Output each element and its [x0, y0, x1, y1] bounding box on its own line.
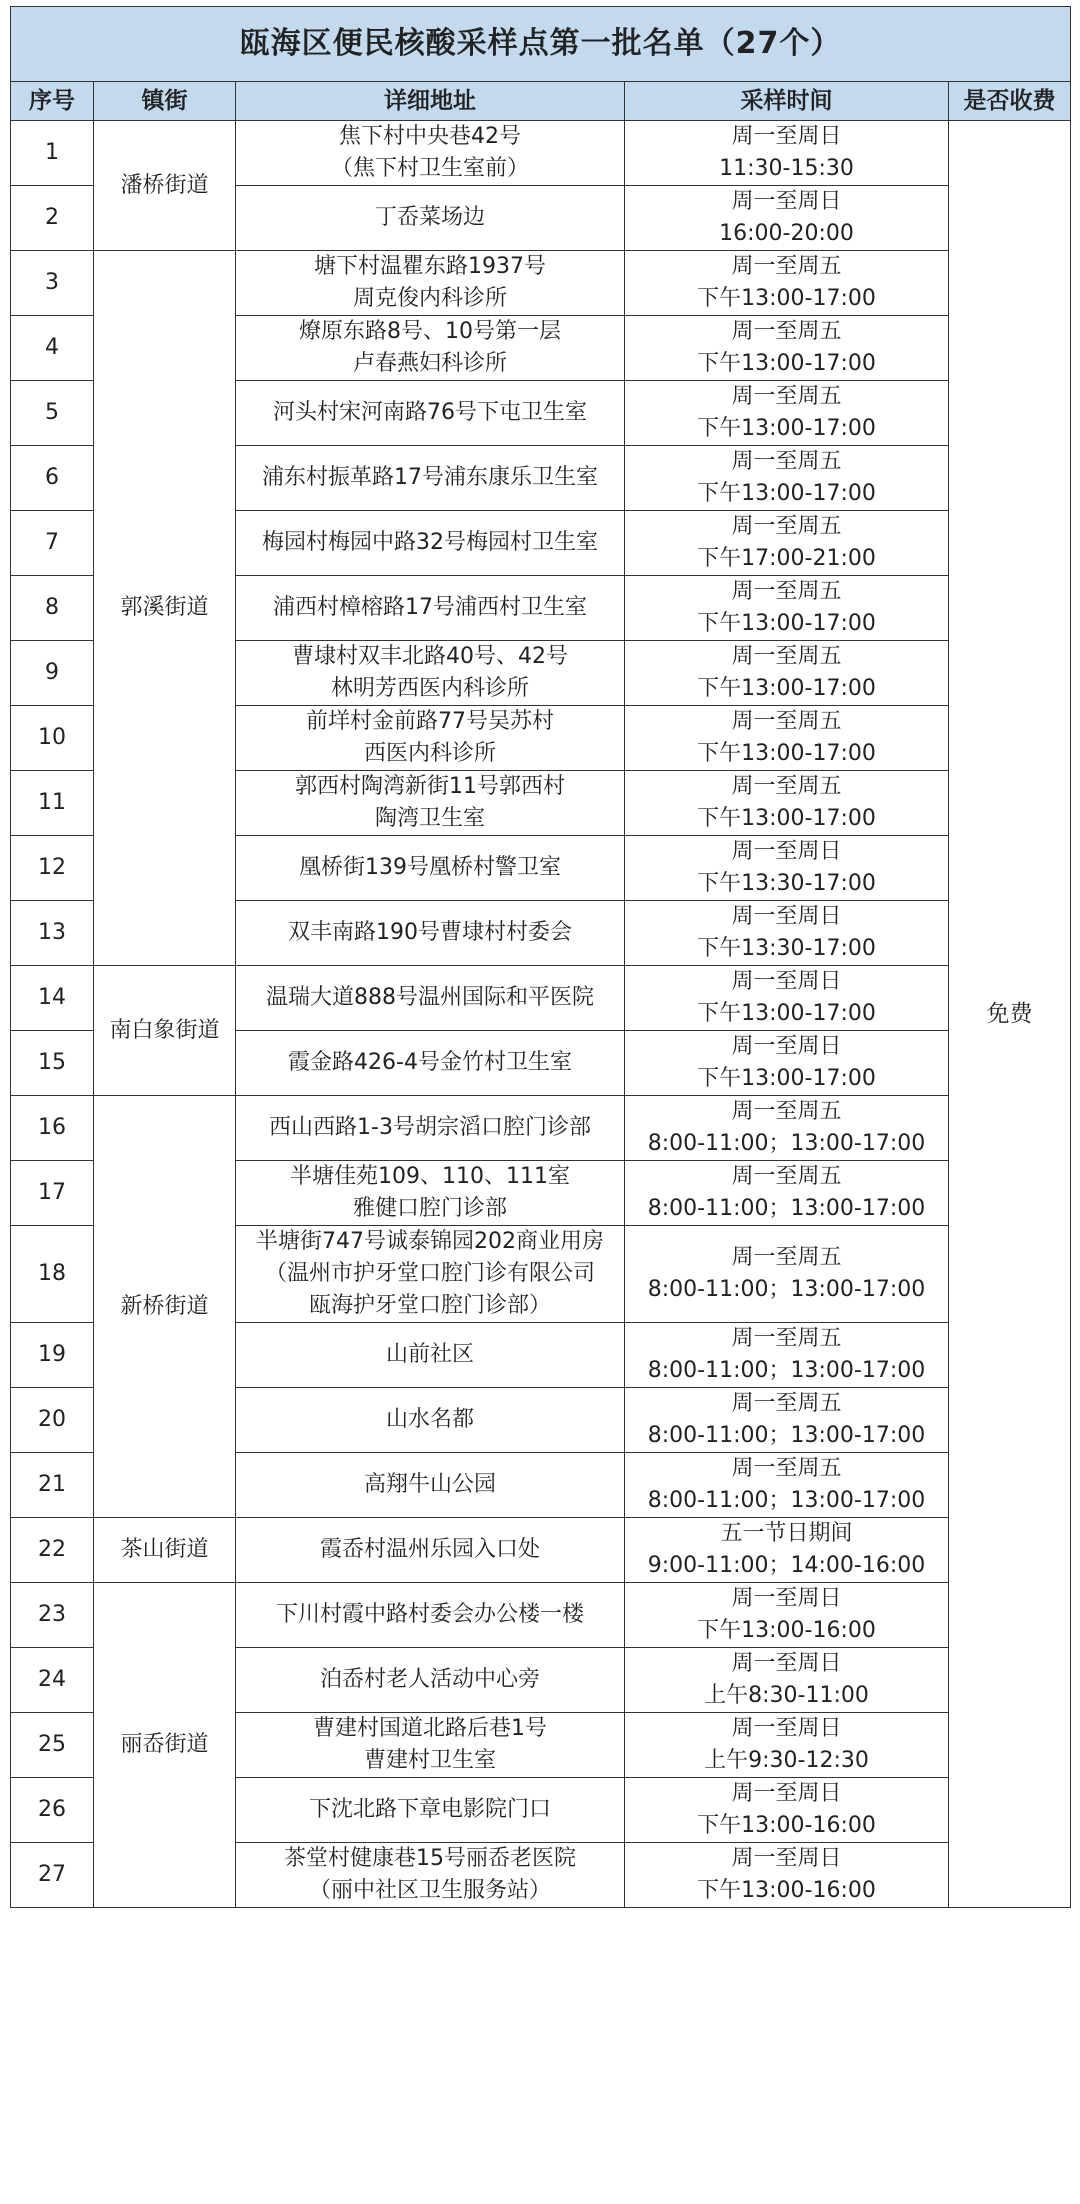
row-number: 15 [11, 1031, 94, 1096]
row-number: 24 [11, 1648, 94, 1713]
row-number: 2 [11, 186, 94, 251]
address-cell [236, 1096, 625, 1161]
address-text: 浦东村振革路17号浦东康乐卫生室 [262, 465, 598, 490]
address-cell [236, 381, 625, 446]
address-text: 燎原东路8号、10号第一层 卢春燕妇科诊所 [299, 319, 561, 376]
time-text: 周一至周日 下午13:30-17:00 [697, 839, 876, 896]
address-text: 高翔牛山公园 [363, 1472, 496, 1497]
time-text: 周一至周日 11:30-15:30 [719, 124, 854, 181]
street-name: 潘桥街道 [94, 121, 236, 251]
time-cell [625, 1226, 949, 1323]
table-row [11, 1096, 1071, 1161]
address-text: 郭西村陶湾新街11号郭西村 陶湾卫生室 [295, 774, 565, 831]
time-cell [625, 1648, 949, 1713]
address-text: 半塘街747号诚泰锦园202商业用房 （温州市护牙堂口腔门诊有限公司 瓯海护牙堂口腔门诊部） [256, 1229, 604, 1318]
time-text: 周一至周五 下午13:00-17:00 [697, 254, 876, 311]
row-number: 22 [11, 1518, 94, 1583]
fee-cell: 免费 [949, 121, 1071, 1908]
row-number: 5 [11, 381, 94, 446]
sampling-site-table [10, 6, 1071, 1908]
time-cell [625, 1713, 949, 1778]
table-row [11, 1583, 1071, 1648]
address-cell [236, 1453, 625, 1518]
row-number: 1 [11, 121, 94, 186]
address-cell [236, 1161, 625, 1226]
row-number: 21 [11, 1453, 94, 1518]
row-number: 10 [11, 706, 94, 771]
header-fee: 是否收费 [949, 82, 1071, 121]
time-text: 周一至周五 下午13:00-17:00 [697, 579, 876, 636]
time-cell [625, 641, 949, 706]
time-cell [625, 1778, 949, 1843]
time-text: 周一至周五 8:00-11:00；13:00-17:00 [647, 1245, 926, 1302]
address-cell [236, 1031, 625, 1096]
time-text: 周一至周五 下午13:00-17:00 [697, 774, 876, 831]
time-cell [625, 381, 949, 446]
address-cell [236, 1843, 625, 1908]
address-text: 山水名都 [385, 1407, 474, 1432]
time-text: 周一至周五 8:00-11:00；13:00-17:00 [647, 1164, 926, 1221]
address-cell [236, 1778, 625, 1843]
time-cell [625, 1518, 949, 1583]
time-cell [625, 121, 949, 186]
table-row [11, 251, 1071, 316]
address-text: 霞岙村温州乐园入口处 [319, 1537, 540, 1562]
time-cell [625, 706, 949, 771]
time-text: 周一至周五 下午13:00-17:00 [697, 644, 876, 701]
address-text: 曹建村国道北路后巷1号 曹建村卫生室 [313, 1716, 547, 1773]
row-number: 7 [11, 511, 94, 576]
time-cell [625, 901, 949, 966]
time-text: 周一至周日 下午13:30-17:00 [697, 904, 876, 961]
address-cell [236, 1388, 625, 1453]
time-text: 周一至周五 8:00-11:00；13:00-17:00 [647, 1391, 926, 1448]
street-name: 茶山街道 [94, 1518, 236, 1583]
table-header-row [11, 82, 1071, 121]
row-number: 13 [11, 901, 94, 966]
address-text: 河头村宋河南路76号下屯卫生室 [273, 400, 587, 425]
address-text: 山前社区 [385, 1342, 474, 1367]
address-text: 塘下村温瞿东路1937号 周克俊内科诊所 [314, 254, 546, 311]
address-text: 茶堂村健康巷15号丽岙老医院 （丽中社区卫生服务站） [284, 1846, 576, 1903]
street-name: 新桥街道 [94, 1096, 236, 1518]
time-cell [625, 511, 949, 576]
row-number: 17 [11, 1161, 94, 1226]
row-number: 27 [11, 1843, 94, 1908]
time-text: 周一至周五 8:00-11:00；13:00-17:00 [647, 1099, 926, 1156]
time-cell [625, 966, 949, 1031]
address-cell [236, 836, 625, 901]
time-text: 五一节日期间 9:00-11:00；14:00-16:00 [647, 1521, 926, 1578]
time-text: 周一至周五 下午17:00-21:00 [697, 514, 876, 571]
address-cell [236, 1583, 625, 1648]
address-text: 下川村霞中路村委会办公楼一楼 [275, 1602, 584, 1627]
address-text: 下沈北路下章电影院门口 [308, 1797, 551, 1822]
time-text: 周一至周五 8:00-11:00；13:00-17:00 [647, 1456, 926, 1513]
row-number: 25 [11, 1713, 94, 1778]
address-cell [236, 511, 625, 576]
row-number: 18 [11, 1226, 94, 1323]
time-cell [625, 771, 949, 836]
table-row [11, 121, 1071, 186]
address-cell [236, 1648, 625, 1713]
time-text: 周一至周五 下午13:00-17:00 [697, 449, 876, 506]
address-text: 焦下村中央巷42号 （焦下村卫生室前） [330, 124, 529, 181]
row-number: 26 [11, 1778, 94, 1843]
address-text: 双丰南路190号曹埭村村委会 [288, 920, 572, 945]
address-text: 浦西村樟榕路17号浦西村卫生室 [273, 595, 587, 620]
address-text: 丁岙菜场边 [374, 205, 485, 230]
row-number: 20 [11, 1388, 94, 1453]
time-cell [625, 1388, 949, 1453]
street-name: 丽岙街道 [94, 1583, 236, 1908]
address-cell [236, 186, 625, 251]
time-cell [625, 186, 949, 251]
row-number: 12 [11, 836, 94, 901]
time-text: 周一至周五 下午13:00-17:00 [697, 709, 876, 766]
address-cell [236, 1226, 625, 1323]
time-text: 周一至周日 下午13:00-16:00 [697, 1846, 876, 1903]
time-cell [625, 446, 949, 511]
address-cell [236, 966, 625, 1031]
time-cell [625, 836, 949, 901]
time-cell [625, 1323, 949, 1388]
address-cell [236, 1323, 625, 1388]
address-text: 半塘佳苑109、110、111室 雅健口腔门诊部 [290, 1164, 570, 1221]
address-cell [236, 641, 625, 706]
row-number: 8 [11, 576, 94, 641]
header-no: 序号 [11, 82, 94, 121]
address-cell [236, 446, 625, 511]
row-number: 23 [11, 1583, 94, 1648]
row-number: 16 [11, 1096, 94, 1161]
row-number: 3 [11, 251, 94, 316]
table-body [11, 121, 1071, 1908]
header-time: 采样时间 [625, 82, 949, 121]
row-number: 6 [11, 446, 94, 511]
address-cell [236, 121, 625, 186]
address-text: 凰桥街139号凰桥村警卫室 [299, 855, 561, 880]
time-text: 周一至周日 下午13:00-17:00 [697, 1034, 876, 1091]
table-row [11, 966, 1071, 1031]
time-cell [625, 1161, 949, 1226]
sampling-site-list [10, 6, 1070, 1908]
address-text: 霞金路426-4号金竹村卫生室 [288, 1050, 572, 1075]
address-cell [236, 771, 625, 836]
time-text: 周一至周日 16:00-20:00 [719, 189, 854, 246]
address-text: 温瑞大道888号温州国际和平医院 [266, 985, 594, 1010]
address-text: 前垟村金前路77号吴苏村 西医内科诊所 [306, 709, 554, 766]
address-cell [236, 1518, 625, 1583]
address-text: 梅园村梅园中路32号梅园村卫生室 [262, 530, 598, 555]
address-text: 曹埭村双丰北路40号、42号 林明芳西医内科诊所 [292, 644, 568, 701]
table-row [11, 1518, 1071, 1583]
address-cell [236, 316, 625, 381]
time-cell [625, 1031, 949, 1096]
time-text: 周一至周日 下午13:00-16:00 [697, 1781, 876, 1838]
address-cell [236, 1713, 625, 1778]
time-text: 周一至周五 下午13:00-17:00 [697, 319, 876, 376]
time-text: 周一至周日 上午9:30-12:30 [704, 1716, 869, 1773]
time-cell [625, 576, 949, 641]
street-name: 郭溪街道 [94, 251, 236, 966]
address-cell [236, 706, 625, 771]
time-cell [625, 1583, 949, 1648]
table-title: 瓯海区便民核酸采样点第一批名单（27个） [11, 7, 1071, 82]
row-number: 4 [11, 316, 94, 381]
row-number: 9 [11, 641, 94, 706]
address-text: 西山西路1-3号胡宗滔口腔门诊部 [269, 1115, 591, 1140]
header-street: 镇街 [94, 82, 236, 121]
row-number: 19 [11, 1323, 94, 1388]
row-number: 14 [11, 966, 94, 1031]
address-text: 泊岙村老人活动中心旁 [319, 1667, 540, 1692]
header-address: 详细地址 [236, 82, 625, 121]
time-cell [625, 1843, 949, 1908]
time-text: 周一至周五 8:00-11:00；13:00-17:00 [647, 1326, 926, 1383]
time-cell [625, 1453, 949, 1518]
time-cell [625, 1096, 949, 1161]
time-text: 周一至周日 下午13:00-16:00 [697, 1586, 876, 1643]
address-cell [236, 576, 625, 641]
time-cell [625, 316, 949, 381]
time-text: 周一至周五 下午13:00-17:00 [697, 384, 876, 441]
time-cell [625, 251, 949, 316]
row-number: 11 [11, 771, 94, 836]
street-name: 南白象街道 [94, 966, 236, 1096]
time-text: 周一至周日 上午8:30-11:00 [704, 1651, 869, 1708]
time-text: 周一至周日 下午13:00-17:00 [697, 969, 876, 1026]
address-cell [236, 901, 625, 966]
address-cell [236, 251, 625, 316]
